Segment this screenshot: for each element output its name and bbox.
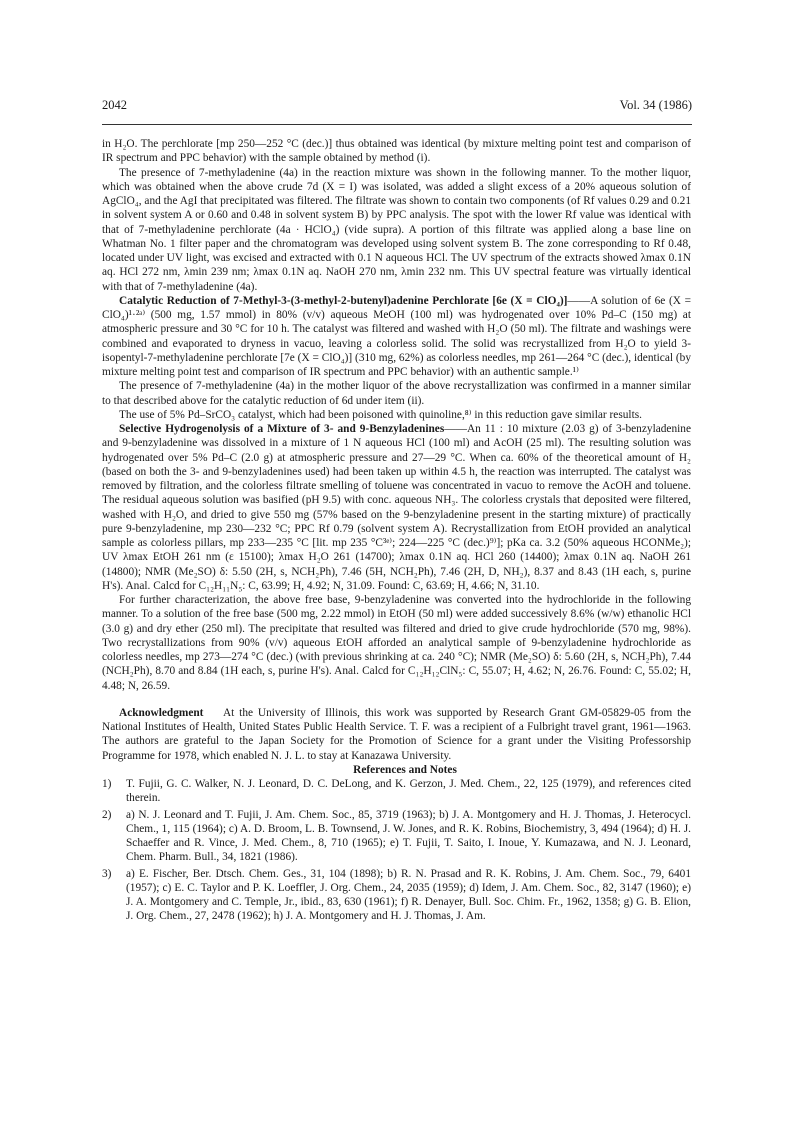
acknowledgment-title: Acknowledgment [119,706,204,719]
article-body [102,137,691,926]
paragraph-5: The use of 5% Pd–SrCO₃ catalyst, which had been poisoned with quinoline,⁸⁾ in this reduction gave similar results. [119,408,642,421]
header-rule [102,124,692,125]
reference-item [102,808,691,865]
paragraph-2: The presence of 7-methyladenine (4a) in the reaction mixture was shown in the following manner. To the mother liquor, which was obtained when the above crude 7d (X = I) was isolated, was added a slight excess of a 20% aqueous solution of AgClO₄, and the AgI that precipitated was filtered. The filtrate was shown to contain two components (of Rf values 0.29 and 0.21 in solvent system A or 0.60 and 0.48 in solvent system B) by PPC analysis. The spot with the lower Rf value was identical with that of 7-methyladenine perchlorate (4a · HClO₄) (vide supra). A portion of this filtrate was applied along a base line on Whatman No. 1 filter paper and the chromatogram was developed using solvent system B. The zone corresponding to Rf 0.48, located under UV light, was excised and extracted with 0.1 N aqueous HCl. The UV spectrum of the extracts showed λmax 0.1N aq. HCl 272 nm, λmin 239 nm; λmax 0.1N aq. NaOH 270 nm, λmin 232 nm. This UV spectral feature was virtually identical with that of 7-methyladenine (4a). [102,166,691,293]
reference-text: T. Fujii, G. C. Walker, N. J. Leonard, D. C. DeLong, and K. Gerzon, J. Med. Chem., 22, 125 (1979), and references cited therein. [126,778,691,805]
reference-number: 2) [102,808,112,821]
paragraph-1: in H₂O. The perchlorate [mp 250—252 °C (dec.)] thus obtained was identical (by mixture melting point test and comparison of IR spectrum and PPC behavior) with the sample obtained by method (i). [102,138,691,165]
paragraph-7: For further characterization, the above free base, 9-benzyladenine was converted into the hydrochloride in the following manner. To a solution of the free base (500 mg, 2.22 mmol) in EtOH (50 ml) were added successively 8.6% (w/w) ethanolic HCl (3.0 g) and dry ether (250 ml). The precipitate that resulted was filtered and dried to give crude hydrochloride (570 mg, 98%). Two recrystallizations from 90% (v/v) aqueous EtOH afforded an analytical sample of 9-benzyladenine hydrochloride as colorless needles, mp 273—274 °C (dec.) (with previous shrinking at ca. 240 °C); NMR (Me₂SO) δ: 5.60 (2H, s, NCH₂Ph), 7.44 (NCH₂Ph), 8.70 and 8.84 (1H each, s, purine H's). Anal. Calcd for C₁₂H₁₂ClN₅: C, 55.07; H, 4.62; N, 26.76. Found: C, 55.02; H, 4.48; N, 26.59. [102,594,691,692]
paragraph-4: The presence of 7-methyladenine (4a) in the mother liquor of the above recrystallization was confirmed in a manner similar to that described above for the catalytic reduction of 6d under item (ii). [102,380,691,407]
reference-number: 3) [102,867,112,880]
reference-item [102,867,691,924]
paragraph-6 [102,422,691,593]
volume-label: Vol. 34 (1986) [619,98,692,112]
running-header [102,98,692,114]
paragraph-3 [102,294,691,380]
paragraph-6-text: ——An 11 : 10 mixture (2.03 g) of 3-benzyladenine and 9-benzyladenine was dissolved in a mixture of 1 N aqueous HCl (100 ml) and AcOH (25 ml). The resulting solution was hydrogenated over 5% Pd–C (2.0 g) at atmospheric pressure and 27—29 °C. When ca. 60% of the theoretical amount of H₂ (based on both the 3- and 9-benzyladenines used) had been taken up within 4.5 h, the reaction was interrupted. The catalyst was removed by filtration, and the colorless filtrate smelling of toluene was concentrated in vacuo to remove the AcOH and toluene. The residual aqueous solution was basified (pH 9.5) with conc. aqueous NH₃. The colorless crystals that deposited were filtered, washed with H₂O, and dried to give 550 mg (57% based on the 9-benzyladenine present in the starting mixture) of practically pure 9-benzyladenine, mp 230—232 °C; PPC Rf 0.79 (solvent system A). Recrystallization from EtOH provided an analytical sample as colorless pillars, mp 233—235 °C [lit. mp 235 °C³ᵉ⁾; 224—225 °C (dec.)⁹⁾]; pKa ca. 3.2 (50% aqueous HCONMe₂); UV λmax EtOH 261 nm (ε 15100); λmax H₂O 261 (14700); λmax 0.1N aq. HCl 260 (14400); λmax 0.1N aq. NaOH 261 (14800); NMR (Me₂SO) δ: 5.50 (2H, s, NCH₂Ph), 7.46 (5H, NCH₂Ph), 7.46 (2H, D, NH₂), 8.37 and 8.43 (1H each, s, purine H's). Anal. Calcd for C₁₂H₁₁N₅: C, 63.99; H, 4.92; N, 31.09. Found: C, 63.69; H, 4.66; N, 31.10. [102,423,691,592]
acknowledgment-text: At the University of Illinois, this work was supported by Research Grant GM-05829-05 from the National Institutes of Health, United States Public Health Service. T. F. was a recipient of a Fulbright travel grant, 1961—1963. The authors are grateful to the Japan Society for the Promotion of Science for a grant under the Visiting Professorship Programme for 1978, which enabled N. J. L. to stay at Kanazawa University. [102,706,691,762]
paragraph-3-text: ——A solution of 6e (X = ClO₄)¹·²ᵃ⁾ (500 mg, 1.57 mmol) in 80% (v/v) aqueous MeOH (100 ml) was hydrogenated over 10% Pd–C (150 mg) at atmospheric pressure and 30 °C for 10 h. The catalyst was filtered and washed with H₂O (50 ml). The filtrate and washings were combined and evaporated to dryness in vacuo, leaving a colorless solid. The solid was recrystallized from H₂O to yield 3-isopentyl-7-methyladenine perchlorate [7e (X = ClO₄)] (310 mg, 62%) as colorless needles, mp 261—264 °C (dec.), identical (by mixture melting point test and comparison of IR spectrum and PPC behavior) with an authentic sample.¹⁾ [102,294,691,378]
reference-text: a) N. J. Leonard and T. Fujii, J. Am. Chem. Soc., 85, 3719 (1963); b) J. A. Montgomery and H. J. Thomas, J. Heterocycl. Chem., 1, 115 (1964); c) A. D. Broom, L. B. Townsend, J. W. Jones, and R. K. Robins, Biochemistry, 3, 494 (1964); d) H. J. Schaeffer and R. Vince, J. Med. Chem., 8, 710 (1965); e) T. Fujii, T. Saito, I. Inoue, Y. Kumazawa, and N. J. Leonard, Chem. Pharm. Bull., 34, 1821 (1986). [126,808,691,864]
reference-item [102,777,691,806]
reference-number: 1) [102,778,112,790]
section-title-selective-hydrogenolysis: Selective Hydrogenolysis of a Mixture of 3- and 9-Benzyladenines [119,423,445,435]
references-title: References and Notes [353,763,457,776]
page-number: 2042 [102,98,127,112]
reference-text: a) E. Fischer, Ber. Dtsch. Chem. Ges., 31, 104 (1898); b) R. N. Prasad and R. K. Robins, J. Am. Chem. Soc., 79, 6401 (1957); c) E. C. Taylor and P. K. Loeffler, J. Org. Chem., 24, 2035 (1959); d) Idem, J. Am. Chem. Soc., 82, 3147 (1960); e) J. A. Montgomery and C. Temple, Jr., ibid., 83, 630 (1961); f) R. Denayer, Bull. Soc. Chim. Fr., 1962, 1358; g) G. B. Elion, J. Org. Chem., 27, 2478 (1962); h) J. A. Montgomery and H. J. Thomas, J. Am. [126,867,691,923]
acknowledgment [102,706,691,763]
section-title-catalytic-reduction: Catalytic Reduction of 7-Methyl-3-(3-methyl-2-butenyl)adenine Perchlorate [6e (X = ClO₄)] [119,294,568,307]
